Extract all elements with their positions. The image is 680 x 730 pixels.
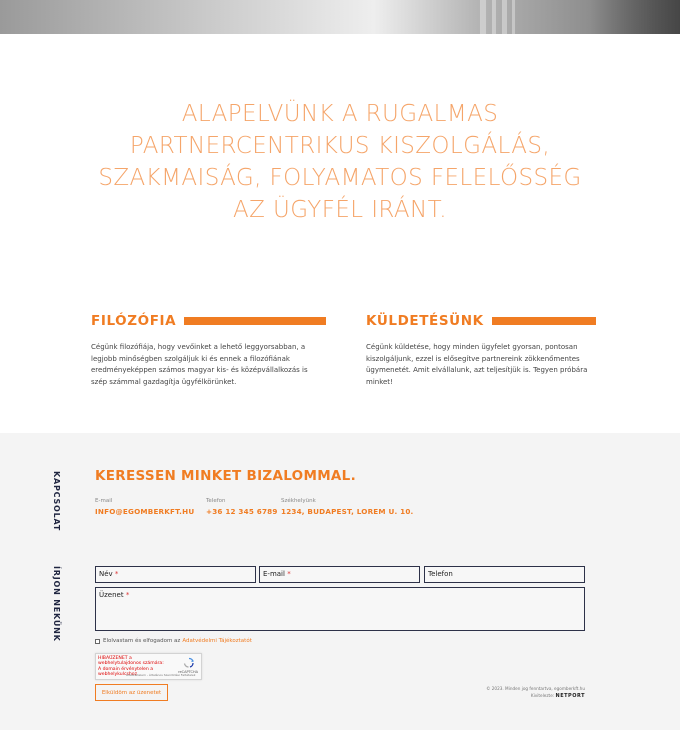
consent-checkbox[interactable] xyxy=(95,639,100,644)
mission-heading xyxy=(366,313,596,329)
send-button[interactable]: Elküldöm az üzenetet xyxy=(95,684,168,701)
copyright xyxy=(486,685,585,700)
contact-phone-label: Telefon xyxy=(206,498,226,504)
copyright-text: © 2023. Minden jog fenntartva, egomberkft.hu xyxy=(486,686,585,691)
mission-text: Cégünk küldetése, hogy minden ügyfelet gyorsan, pontosan kiszolgáljunk, ezzel is elősegítve partnereink zökkenőmentes ügymenetét. Amit elvállalunk, azt teljesítjük is. Tegyen próbára minket! xyxy=(366,343,588,386)
side-label-write: ÍRJON NEKÜNK xyxy=(52,566,61,642)
mission-underline xyxy=(492,317,596,325)
contact-email-link[interactable]: INFO@EGOMBERKFT.HU xyxy=(95,507,195,516)
message-field-label: Üzenet xyxy=(99,591,124,599)
email-field[interactable] xyxy=(259,566,420,583)
mission-title: KÜLDETÉSÜNK xyxy=(366,313,484,329)
recaptcha-icon xyxy=(183,657,195,669)
philosophy-underline xyxy=(184,317,326,325)
recaptcha-error: HIBAÜZENET a webhelytulajdonos számára: A domain érvénytelen a webhelykulcshoz xyxy=(98,656,164,678)
required-mark: * xyxy=(125,591,130,599)
credit-line xyxy=(486,692,585,700)
phone-field-label: Telefon xyxy=(428,570,453,578)
philosophy-heading xyxy=(91,313,326,329)
recaptcha-logo-text: reCAPTCHA xyxy=(178,670,198,674)
consent-row xyxy=(95,638,252,644)
name-field-label: Név xyxy=(99,570,113,578)
consent-text: Elolvastam és elfogadom az xyxy=(103,638,181,644)
contact-title: KERESSEN MINKET BIZALOMMAL. xyxy=(95,468,357,484)
contact-phone xyxy=(206,498,278,516)
contact-email-label: E-mail xyxy=(95,498,113,504)
required-mark: * xyxy=(287,570,291,578)
hero-image xyxy=(0,0,680,34)
contact-phone-link[interactable]: +36 12 345 6789 xyxy=(206,507,278,516)
credit-label: Kivitelezte: xyxy=(530,693,555,698)
contact-address xyxy=(281,498,413,516)
required-mark: * xyxy=(114,570,119,578)
contact-address-label: Székhelyünk xyxy=(281,498,316,504)
recaptcha-widget[interactable] xyxy=(95,653,202,680)
philosophy-title: FILÓZÓFIA xyxy=(91,313,177,329)
phone-field[interactable] xyxy=(424,566,585,583)
email-field-label: E-mail xyxy=(263,570,285,578)
recaptcha-legal[interactable]: Adatvédelem - Általános Szerződési Feltételek xyxy=(126,673,196,677)
side-label-contact: KAPCSOLAT xyxy=(52,471,61,532)
privacy-policy-link[interactable]: Adatvédelmi Tájékoztatót xyxy=(182,638,252,644)
contact-email xyxy=(95,498,194,516)
philosophy-text: Cégünk filozófiája, hogy vevőinket a lehető leggyorsabban, a legjobb minőségben szolgáljuk ki és ennek a filozófiának eredményeképpen számos magyar kis- és középvállalkozás is szép számmal gazdagítja ügyfélkörünket. xyxy=(91,343,308,386)
name-field[interactable] xyxy=(95,566,256,583)
contact-address-value: 1234, BUDAPEST, LOREM U. 10. xyxy=(281,507,414,516)
tagline-heading: ALAPELVÜNK A RUGALMAS PARTNERCENTRIKUS KISZOLGÁLÁS, SZAKMAISÁG, FOLYAMATOS FELELŐSSÉG AZ ÜGYFÉL IRÁNT. xyxy=(98,101,582,223)
netport-logo[interactable]: NETPORT xyxy=(555,693,585,699)
message-field[interactable] xyxy=(95,587,585,631)
